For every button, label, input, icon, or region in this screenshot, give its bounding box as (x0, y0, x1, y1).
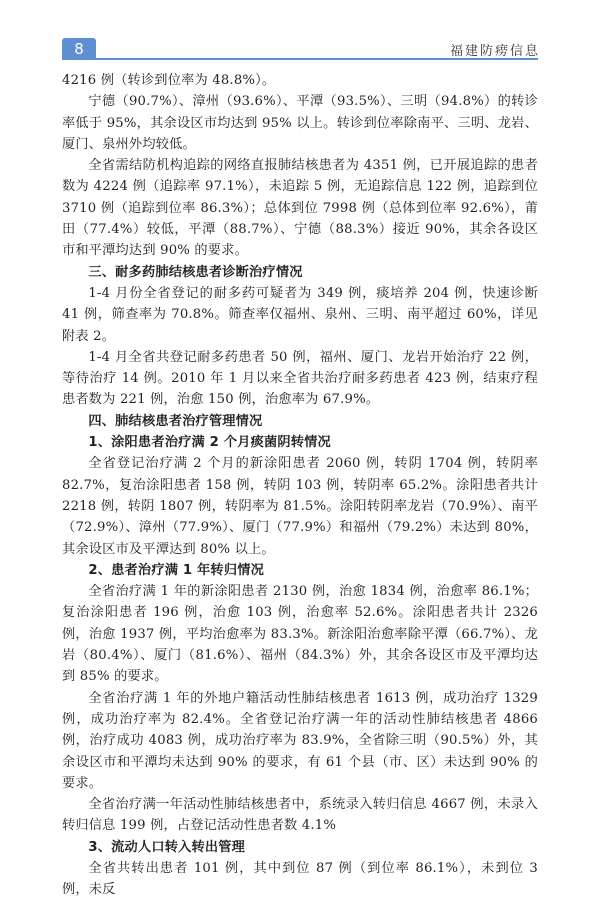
subsection-heading: 3、流动人口转入转出管理 (88, 839, 246, 855)
page-number-badge: 8 (62, 38, 96, 60)
document-body (62, 70, 538, 901)
paragraph: 全省治疗满 1 年的外地户籍活动性肺结核患者 1613 例，成功治疗 1329 例，成功治疗率为 82.4%。全省登记治疗满一年的活动性肺结核患者 4866 例，治疗成功 4083 例，成功治疗率为 83.9%，全省除三明（90.5%）外，其余设区市和平潭均未达到 90% 的要求，有 61 个县（市、区）未达到 90% 的要求。 (62, 690, 538, 791)
publication-title: 福建防痨信息 (449, 44, 540, 59)
paragraph: 全省共转出患者 101 例，其中到位 87 例（到位率 86.1%），未到位 3 例，未反 (62, 860, 538, 898)
paragraph: 全省治疗满 1 年的新涂阳患者 2130 例，治愈 1834 例，治愈率 86.1%；复治涂阳患者 196 例，治愈 103 例，治愈率 52.6%。涂阳患者共计 2326 例，治愈 1937 例，平均治愈率为 83.3%。新涂阳治愈率除平潭（66.7%）、龙岩（80.4%）、厦门（81.6%）、福州（84.3%）外，其余各设区市及平潭均达到 85% 的要求。 (62, 584, 538, 685)
paragraph: 全省登记治疗满 2 个月的新涂阳患者 2060 例，转阴 1704 例，转阴率 82.7%，复治涂阳患者 158 例，转阴 103 例，转阴率 65.2%。涂阳患者共计 2218 例，转阴 1807 例，转阴率为 81.5%。涂阳转阴率龙岩（70.9%）、南平（72.9%）、漳州（77.9%）、厦门（77.9%）和福州（79.2%）未达到 80%，其余设区市及平潭达到 80% 以上。 (62, 456, 538, 557)
section-heading: 三、耐多药肺结核患者诊断治疗情况 (88, 264, 303, 280)
paragraph: 1-4 月全省共登记耐多药患者 50 例，福州、厦门、龙岩开始治疗 22 例，等待治疗 14 例。2010 年 1 月以来全省共治疗耐多药患者 423 例，结束疗程患者数为 221 例，治愈 150 例，治愈率为 67.9%。 (62, 349, 538, 408)
subsection-heading: 1、涂阳患者治疗满 2 个月痰菌阴转情况 (88, 435, 331, 451)
paragraph: 1-4 月份全省登记的耐多药可疑者为 349 例，痰培养 204 例，快速诊断 41 例，筛查率为 70.8%。筛查率仅福州、泉州、三明、南平超过 60%，详见附表 2。 (62, 285, 538, 344)
section-heading: 四、肺结核患者治疗管理情况 (88, 413, 263, 429)
paragraph: 4216 例（转诊到位率为 48.8%）。 (62, 73, 276, 88)
paragraph: 宁德（90.7%）、漳州（93.6%）、平潭（93.5%）、三明（94.8%）的转诊率低于 95%，其余设区市均达到 95% 以上。转诊到位率除南平、三明、龙岩、厦门、泉州外均较低。 (62, 94, 538, 152)
subsection-heading: 2、患者治疗满 1 年转归情况 (88, 562, 264, 578)
paragraph: 全省需结防机构追踪的网络直报肺结核患者为 4351 例，已开展追踪的患者数为 4224 例（追踪率 97.1%），未追踪 5 例，无追踪信息 122 例，追踪到位 3710 例（追踪到位率 86.3%）；总体到位 7998 例（总体到位率 92.6%），莆田（77.4%）较低，平潭（88.7%）、宁德（88.3%）接近 90%，其余各设区市和平潭均达到 90% 的要求。 (62, 158, 538, 259)
paragraph: 全省治疗满一年活动性肺结核患者中，系统录入转归信息 4667 例，未录入转归信息 199 例，占登记活动性患者数 4.1% (62, 797, 538, 834)
page-header (0, 0, 600, 62)
